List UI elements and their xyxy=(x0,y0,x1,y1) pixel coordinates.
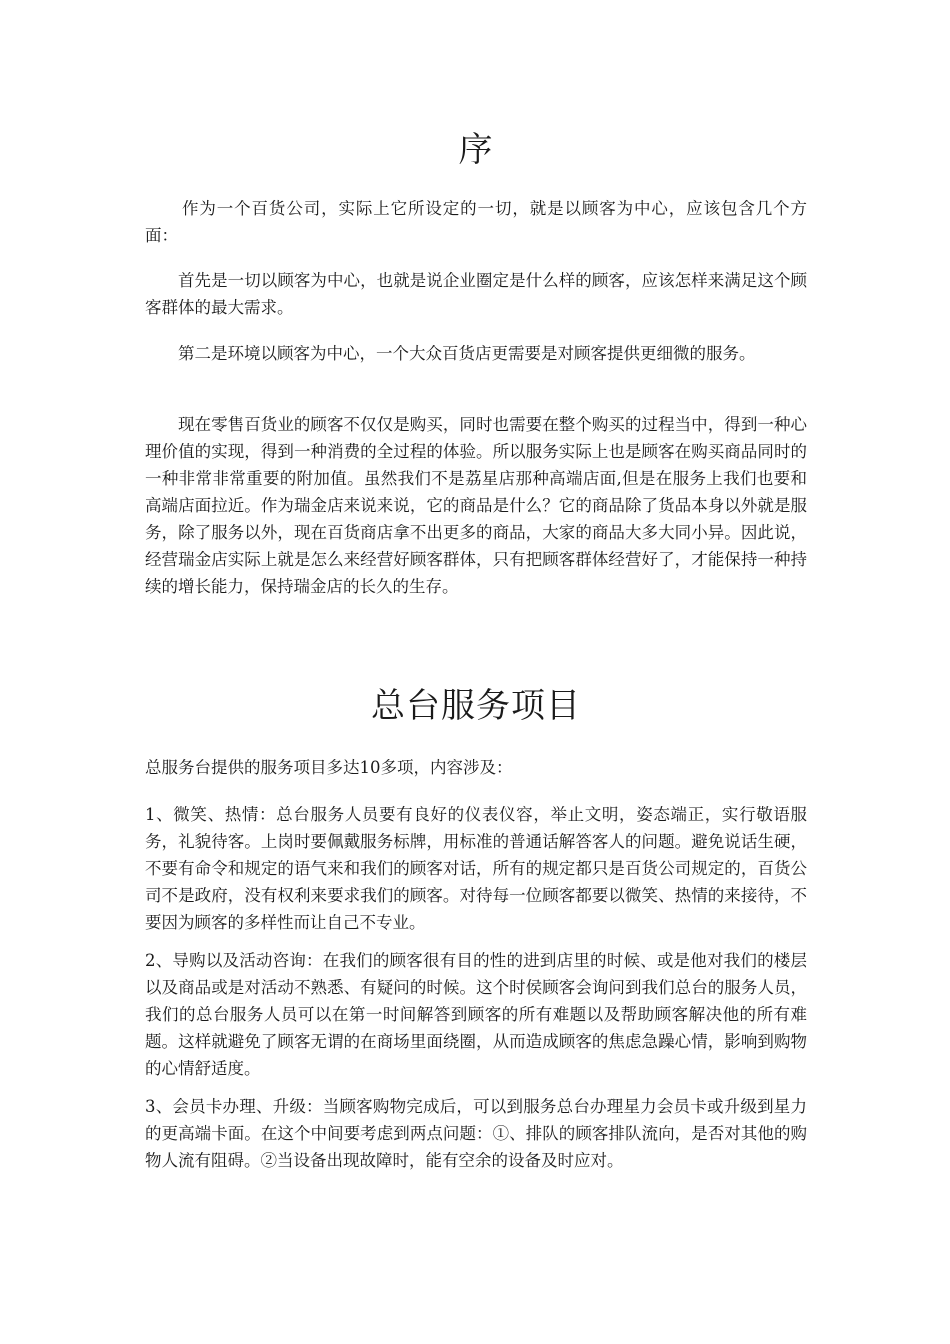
preface-title: 序 xyxy=(458,130,494,170)
service-item-1: 1、微笑、热情：总台服务人员要有良好的仪表仪容，举止文明，姿态端正，实行敬语服务，礼貌待客。上岗时要佩戴服务标牌，用标准的普通话解答客人的问题。避免说话生硬，不要有命令和规定的语气来和我们的顾客对话，所有的规定都只是百货公司规定的，百货公司不是政府，没有权利来要求我们的顾客。对待每一位顾客都要以微笑、热情的来接待，不要因为顾客的多样性而让自己不专业。 xyxy=(145,805,807,932)
preface-paragraph-4: 现在零售百货业的顾客不仅仅是购买，同时也需要在整个购买的过程当中，得到一种心理价值的实现，得到一种消费的全过程的体验。所以服务实际上也是顾客在购买商品同时的一种非常非常重要的附加值。虽然我们不是荔星店那种高端店面,但是在服务上我们也要和高端店面拉近。作为瑞金店来说来说，它的商品是什么？它的商品除了货品本身以外就是服务，除了服务以外，现在百货商店拿不出更多的商品，大家的商品大多大同小异。因此说，经营瑞金店实际上就是怎么来经营好顾客群体，只有把顾客群体经营好了，才能保持一种持续的增长能力，保持瑞金店的长久的生存。 xyxy=(145,415,807,596)
preface-paragraph-2: 首先是一切以顾客为中心，也就是说企业圈定是什么样的顾客，应该怎样来满足这个顾客群体的最大需求。 xyxy=(145,271,807,317)
preface-paragraph-1: 作为一个百货公司，实际上它所设定的一切，就是以顾客为中心，应该包含几个方面： xyxy=(145,199,807,245)
services-intro: 总服务台提供的服务项目多达10多项，内容涉及： xyxy=(145,758,513,777)
service-item-3: 3、会员卡办理、升级：当顾客购物完成后，可以到服务总台办理星力会员卡或升级到星力的更高端卡面。在这个中间要考虑到两点问题：①、排队的顾客排队流向，是否对其他的购物人流有阻碍。②当设备出现故障时，能有空余的设备及时应对。 xyxy=(145,1097,807,1170)
services-title: 总台服务项目 xyxy=(371,686,581,726)
preface-paragraph-3: 第二是环境以顾客为中心，一个大众百货店更需要是对顾客提供更细微的服务。 xyxy=(178,344,756,363)
service-item-2: 2、导购以及活动咨询：在我们的顾客很有目的性的进到店里的时候、或是他对我们的楼层以及商品或是对活动不熟悉、有疑问的时候。这个时侯顾客会询问到我们总台的服务人员，我们的总台服务人员可以在第一时间解答到顾客的所有难题以及帮助顾客解决他的所有难题。这样就避免了顾客无谓的在商场里面绕圈，从而造成顾客的焦虑急躁心情，影响到购物的心情舒适度。 xyxy=(145,951,807,1078)
